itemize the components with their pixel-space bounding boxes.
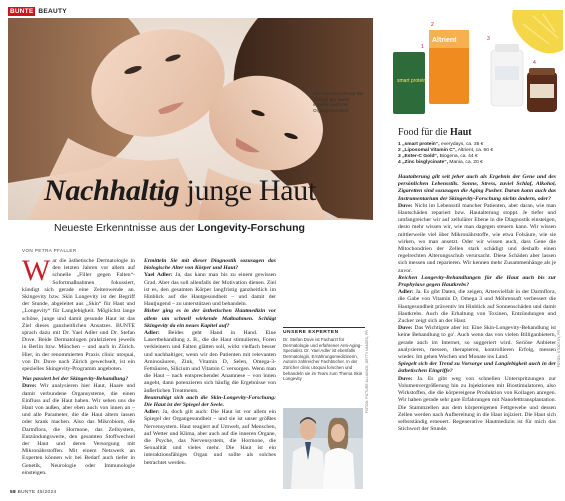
experts-text: Dr. Stefan Duve ist Facharzt für Dermatologie und erfahrener Anti-Aging-Spezialist. Dr. Yael Adler ist ebenfalls Dermatologin, Ernährungsmedizinerin, Autorin zahlreicher Fachbücher. In der Züricher clinic utoquai forschen und behandeln sie im Team zum Thema Skin Longevity — [283, 337, 363, 382]
article-column-2 — [144, 258, 276, 488]
food-item-number: 2 — [398, 148, 401, 154]
magazine-issue: BUNTE 45/2024 — [17, 490, 57, 495]
food-title-prefix: Food für die — [398, 127, 450, 138]
food-item-name: „Ester-C Gold“, — [402, 154, 439, 160]
answer: Wir analysieren hier Haut, Haare und damit verbundene Organsysteme, die einen Einfluss auf die Haut haben. Wir sehen uns die Haut von außen, aber eben auch von innen an – und alle Parameter, die die Haut altern lassen oder krank machen. Also das Mikrobiom, die Darmflora, die Hormone, das Zellsystem, Entzündungswerte, den gesamten Stoffwechsel der Haut und deren Versorgung mit Mikronährstoffen. Mit einem Netzwerk an Experten können wir bei Bedarf auch tiefer in Genetik, Neurologie oder Immunologie einsteigen. — [22, 383, 135, 476]
food-item-number: 4 — [398, 160, 401, 166]
products-photo — [383, 10, 563, 120]
speaker: Duve: — [398, 202, 413, 209]
food-item-number: 1 — [398, 142, 401, 147]
answer: Ja. Es gibt weg von schnellen Unterspritzungen zur Volumenvergrößerung hin zu Injektionen mit Biostimulatoren, also Wirkstoffen, die die körpereigene Produktion von Kollagen anregen. Wir haben gerade sehr gute Erfahrungen mit Nanofetttransplantation. Die Stammzellen aus dem körpereigenen Fettgewebe und dessen Zellen werden nach Aufbereitung in die Haut injiziert. Die Haut sich selbstständig erneuert. Regenerative Hautmedizin ist für mich das Stichwort der Stunde. — [398, 375, 556, 433]
food-item-name: „smart protein“, — [402, 142, 440, 147]
question: Spiegelt sich der Trend zu Vorsorge und Langlebigkeit auch in der ästhetischen Eingriffe? — [398, 361, 556, 375]
section-label: BEAUTY — [38, 7, 67, 15]
answer: Beides geht Hand in Hand. Eine Lasertbehandlung z. B., die die Haut stimulieren, Foren verkleinern und Falten glätten soll, wirkt vielfach besser und nachhaltiger, wenn wir den Patienten mit relevanten Aminosäuren, Zink, Vitamin D, Selen, Omega-3-Fettsäuren, Silicium und Vitamin C versorgen. Wenn man die Haut – nach entsprechender Anamnese – von innen angeht, dann potenzieren sich häufig die Ergebnisse von äußerlichen Treatments. — [144, 330, 276, 394]
food-item-number: 3 — [398, 154, 401, 160]
article-column-1 — [22, 258, 135, 486]
food-item — [398, 160, 493, 166]
product-number: 3 — [487, 36, 490, 42]
photo-credit-right: FOTOS: STOCKSY, PR — [557, 330, 561, 368]
food-list — [398, 142, 493, 166]
question: Was passiert bei der Skingevity-Behandlung? — [22, 376, 129, 383]
speaker: Yael Adler: — [144, 272, 173, 279]
product-label-altrient: Altrient — [432, 37, 457, 44]
intro-text: ar die ästhetische Dermatologie in den letzten Jahren vor allem auf schnelle „Filler gegen Falten“-Sofortmaßnahmen fokussiert, kündigt sich gerade eine Zeitenwende an. Skingevity bzw. Skin Longevity ist der Begriff der Stunde, abgeleitet aus „Skin“ für Haut und „Longevity“ für Langlebigkeit. Möglichst lange schöne, junge und damit gesunde Haut ist das Ziel dieses ganzheitlichen Ansatzes. BUNTE sprach dazu mit Dr. Yael Adler und Dr. Stefan Duve. Beide Dermatologen praktizieren jeweils in Berlin bzw. München – und auch in Zürich. Hier, in der renommierten Praxis clinic utoquai, von Dr. Duve nach Zürich gewechselt, ist ein spezielles Skingevity-Programm angeboten. — [22, 258, 135, 373]
food-item-name: „Zinc bisglycinate“, — [402, 160, 449, 166]
food-item-detail: everydays, ca. 35 € — [439, 142, 484, 147]
food-item-name: „Liposomal Vitamin C“, — [402, 148, 457, 154]
page-number: 58 — [10, 490, 16, 495]
hero-caption: Die Haut ist nicht nur der Spiegel der Seele, sondern auch der Organgesundheit — [313, 91, 364, 113]
food-title — [398, 127, 472, 138]
brand-logo: BUNTE — [10, 7, 34, 15]
answer: Ja, doch gilt auch: Die Haut ist vor allem ein Spiegel der Organgesundheit – und sie ist unser größtes Nervensystem. Haut reagiert auf Umwelt, auf Menschen, auf Wetter und Klima, aber auch auf die inneren Organe, die Psyche, das Nervensystem, die Hormone, die Sexualität und vieles mehr. Die Haut ist ein interaktionsfähiges Organ und sollte als solches betrachtet werden. — [144, 409, 276, 466]
question: Beunruhigt sich auch die Skin-Longevity-Forschung: Die Haut ist der Spiegel der Seele. — [144, 394, 276, 409]
product-number: 1 — [421, 44, 424, 50]
food-title-bold: Haut — [449, 127, 472, 138]
experts-title: UNSERE EXPERTEN — [283, 327, 365, 335]
question: Ermitteln Sie mit dieser Diagnostik sozusagen das biologische Alter von Körper und Haut? — [144, 258, 276, 272]
experts-photo — [283, 408, 363, 489]
question: Hautalterung gilt seit jeher auch als Ergebnis der Gene und des persönlichen Lebensstils. Sonne, Stress, zuviel Schlaf, Alkohol, Zigaretten sind sozusagen die Aging Pusher. Daran kann auch das Instrumentarium der Skingevity-Forschung nichts ändern, oder? — [398, 174, 556, 202]
article-column-3 — [398, 174, 556, 489]
speaker: Duve: — [22, 383, 37, 390]
product-number: 4 — [533, 60, 536, 66]
subheadline — [54, 222, 305, 234]
food-item-detail: Mania, ca. 20 € — [448, 160, 483, 166]
page-header — [8, 6, 67, 16]
speaker: Adler: — [144, 330, 160, 337]
answer: Ja, das kann man bis zu einem gewissen Grad. Aber das soll allenfalls der Motivation dienen. Ziel ist es, den gesamten Körper langfristig ganzheitlich im Hinblick auf die Hautgesundheit – und damit der Hautjugend – zu unterstützen und behandeln. — [144, 272, 276, 308]
drop-cap: W — [22, 258, 51, 287]
speaker: Duve: — [398, 375, 413, 382]
answer: Das Wichtigste aber ist: Eine Skin-Longevity-Behandlung ist keine Behandlung to go'. Auch wenn das von vielen Billiganbietern, gerade auch im Internet, so suggeriert wird. Seriöse Anbieter analysieren, messen, therapieren, kontrollieren Erfolg, messen wieder. Im gehen Wochen und Monate ins Land. — [398, 325, 556, 361]
product-number: 2 — [431, 22, 434, 28]
headline-rest: junge Haut — [179, 174, 317, 207]
answer: Ja. Es gibt Daten, die zeigen, Artenvielfalt in der Darmflora, die Gabe von Vitamin D, Omega 3 und Möhrensaft verbessert die Hautgesundheit präventiv im Hinblick auf Sonnenschäden und damit Hautkrebs. Auch die Erhaltung von Toxinen, Entzündungen und Zucker zeigt sich an der Haut. — [398, 289, 556, 325]
speaker: Adler: — [144, 409, 160, 416]
subhead-prefix: Neueste Erkenntnisse aus der — [54, 222, 198, 234]
product-label-smart-protein: smart protein — [397, 78, 427, 84]
speaker: Duve: — [398, 325, 413, 332]
question: Bisher ging es in der ästhetischen Hautmedizin vor allem um schnell wirkende Maßnahmen. Schlägt Skingevity da ein neues Kapitel auf? — [144, 308, 276, 329]
byline: VON PETRA PFALLER — [22, 248, 77, 253]
food-item-detail: Altrient, ca. 60 € — [456, 148, 494, 154]
photo-credit-left: FOTOS: PICTURE ALLIANCE, GETTY IMAGES, PR — [365, 330, 369, 413]
question: Reichen Longevity-Behandlungen für die Haut auch bis zur Prophylaxe gegen Hautkrebs? — [398, 274, 556, 289]
headline — [44, 174, 316, 208]
page-footer — [10, 490, 56, 495]
headline-bold: Nachhaltig — [44, 174, 180, 207]
speaker: Adler: — [398, 289, 414, 296]
experts-box — [283, 327, 365, 382]
answer: Nicht im Lebensstil mancher Patienten, aber daran, wie man Hautschäden repariert bzw. Hautalterung stoppt. Je tiefer und umfangreicher wir auf zellulärer Ebene in die Diagnostik einsteigen, desto mehr wissen wir, wie man dagegen steuern kann. Wir wissen mittlerweile viel über Mikronährstoffe, wie etwa Folsäure, wie sie wirken, wo man ansetzt. Oder wir wissen auch, dass Gene die Mitochondrien der Zellen stark schädigt und deshalb einen regelrechten Alterungsschub verursacht. Diese Schäden aber lassen sich messen und reparieren. Wir kennen mehr Zusammenhänge als je zuvor. — [398, 202, 556, 274]
subhead-bold: Longevity-Forschung — [197, 222, 305, 234]
food-item-detail: Biogena, ca. 44 € — [438, 154, 478, 160]
